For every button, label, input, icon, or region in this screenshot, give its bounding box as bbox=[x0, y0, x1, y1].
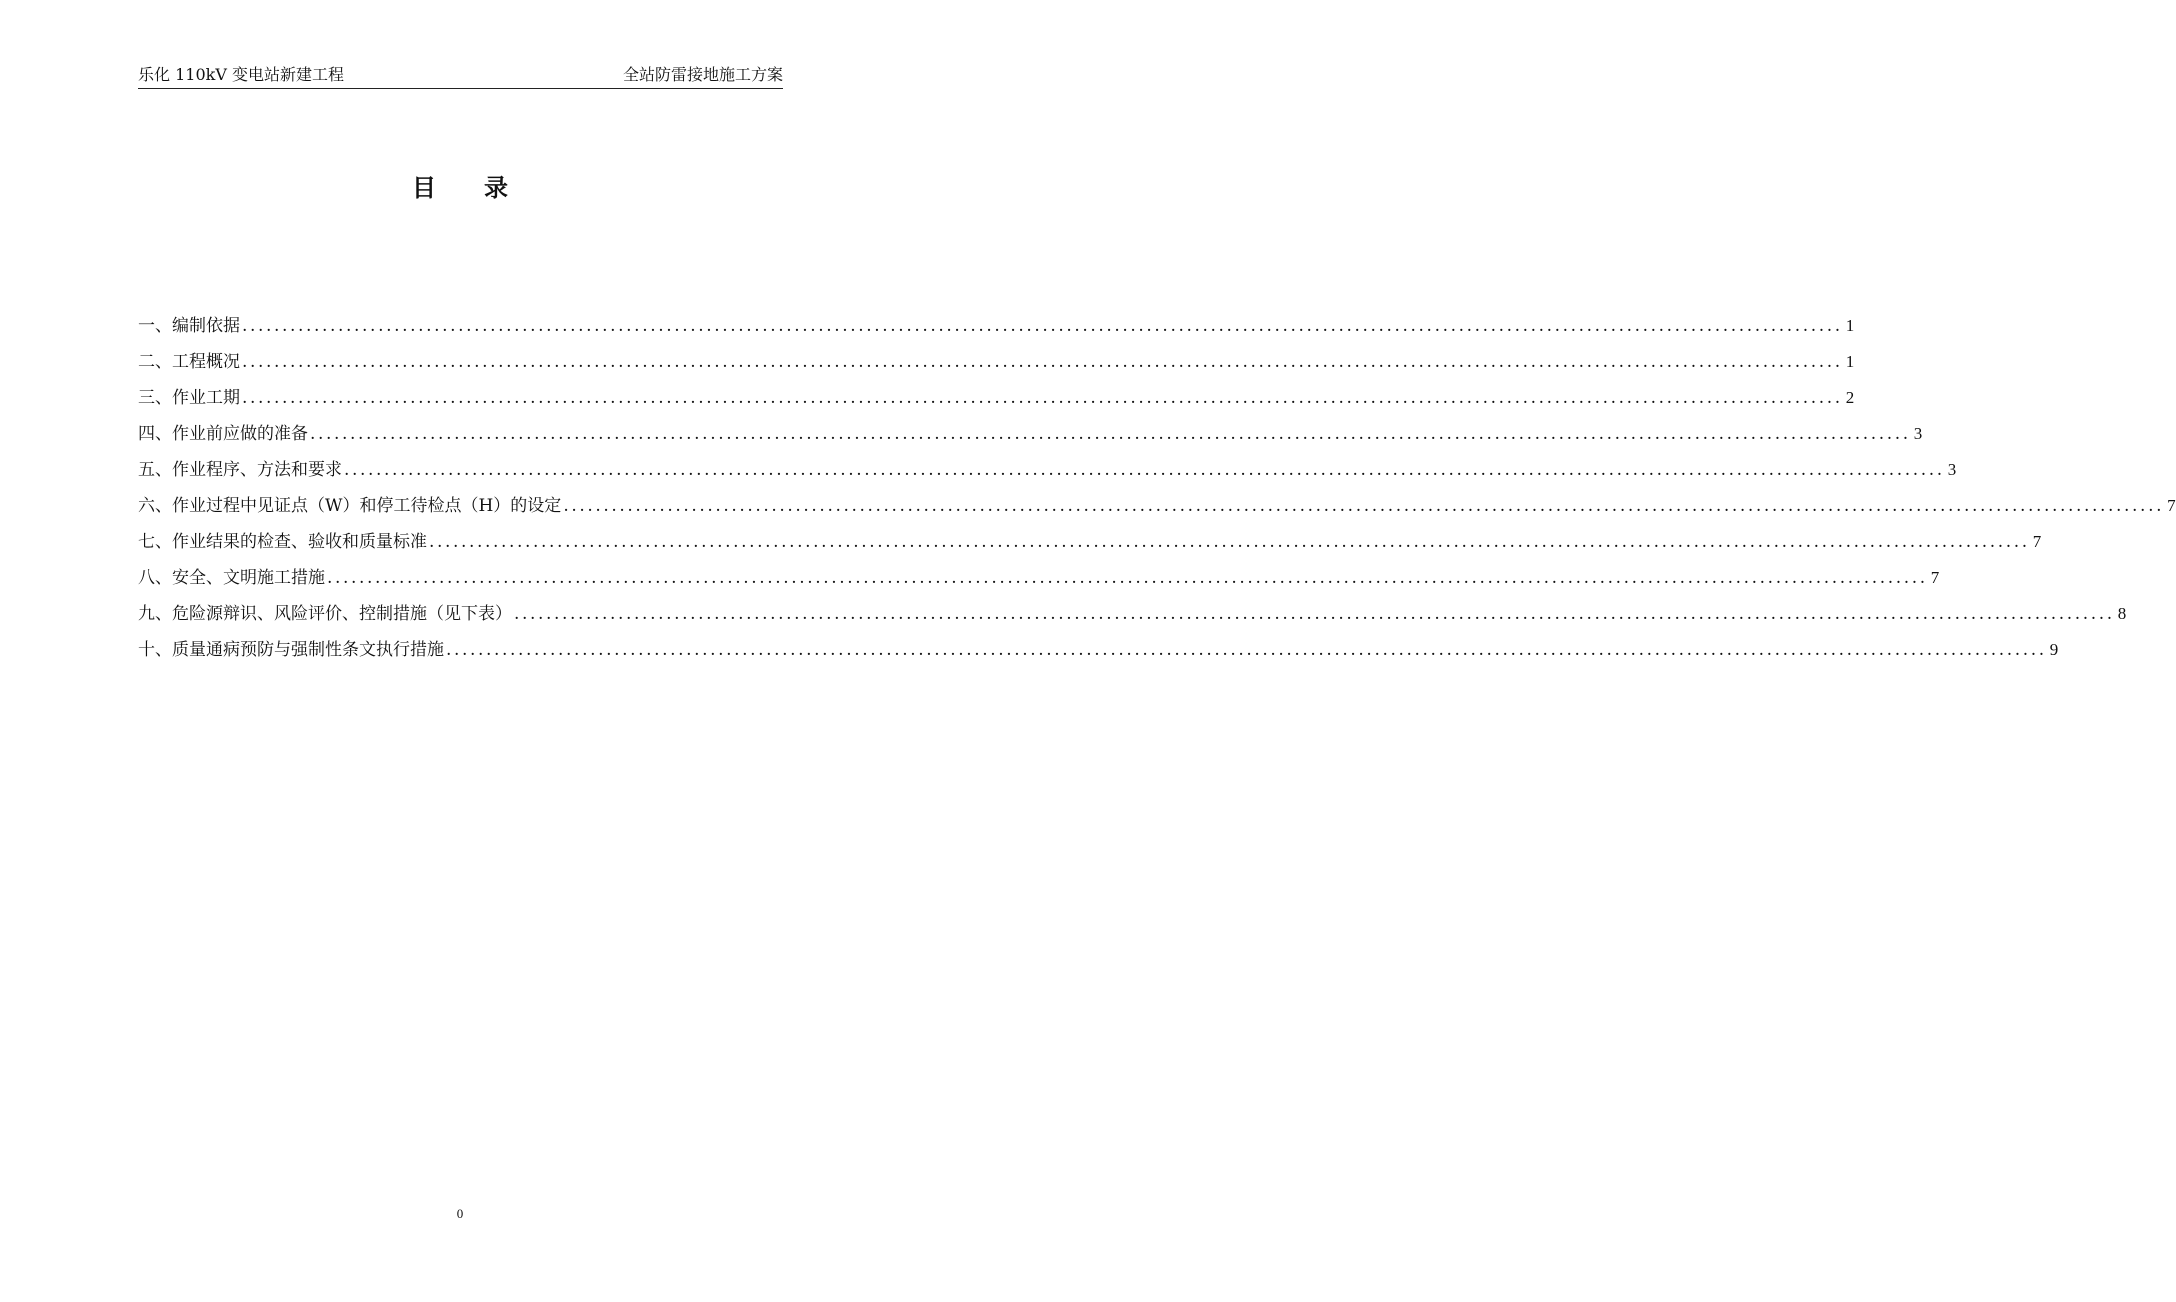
toc-entry-page: 1 bbox=[1845, 316, 1855, 335]
toc-entry-label: 九、危险源辩识、风险评价、控制措施（见下表） bbox=[138, 604, 512, 624]
table-of-contents bbox=[138, 308, 2176, 668]
toc-entry-page: 9 bbox=[2049, 640, 2059, 659]
toc-title bbox=[0, 168, 920, 203]
toc-entry[interactable] bbox=[138, 452, 1957, 488]
toc-leader-dots: ........................................................................................................................................................................................................ bbox=[514, 604, 2115, 624]
toc-entry-label: 一、编制依据 bbox=[138, 316, 240, 336]
toc-entry[interactable] bbox=[138, 308, 1855, 344]
toc-entry[interactable] bbox=[138, 524, 2042, 560]
toc-entry-page: 8 bbox=[2117, 604, 2127, 623]
toc-entry-label: 二、工程概况 bbox=[138, 352, 240, 372]
toc-leader-dots: ........................................................................................................................................................................................................ bbox=[242, 352, 1843, 372]
toc-leader-dots: ........................................................................................................................................................................................................ bbox=[429, 532, 2030, 552]
page-number: 0 bbox=[456, 1206, 464, 1221]
toc-leader-dots: ........................................................................................................................................................................................................ bbox=[242, 316, 1843, 336]
toc-entry-page: 1 bbox=[1845, 352, 1855, 371]
toc-entry[interactable] bbox=[138, 560, 1940, 596]
header-project-name: 乐化 110kV 变电站新建工程 bbox=[138, 65, 344, 84]
toc-entry-page: 7 bbox=[2032, 532, 2042, 551]
toc-entry[interactable] bbox=[138, 344, 1855, 380]
toc-entry-label: 四、作业前应做的准备 bbox=[138, 424, 308, 444]
toc-entry-label: 七、作业结果的检查、验收和质量标准 bbox=[138, 532, 427, 552]
toc-leader-dots: ........................................................................................................................................................................................................ bbox=[563, 496, 2165, 516]
toc-title-char-1: 目 bbox=[412, 173, 436, 202]
toc-entry[interactable] bbox=[138, 632, 2059, 668]
header-document-name: 全站防雷接地施工方案 bbox=[622, 65, 783, 84]
toc-entry[interactable] bbox=[138, 596, 2127, 632]
toc-entry[interactable] bbox=[138, 416, 1923, 452]
toc-entry-page: 3 bbox=[1913, 424, 1923, 443]
toc-title-char-2: 录 bbox=[484, 173, 508, 202]
toc-leader-dots: ........................................................................................................................................................................................................ bbox=[446, 640, 2047, 660]
toc-leader-dots: ........................................................................................................................................................................................................ bbox=[344, 460, 1945, 480]
toc-entry[interactable] bbox=[138, 488, 2176, 524]
toc-leader-dots: ........................................................................................................................................................................................................ bbox=[310, 424, 1911, 444]
toc-entry-label: 八、安全、文明施工措施 bbox=[138, 568, 325, 588]
toc-leader-dots: ........................................................................................................................................................................................................ bbox=[242, 388, 1843, 408]
toc-entry-page: 2 bbox=[1845, 388, 1855, 407]
toc-entry-page: 7 bbox=[2167, 496, 2176, 515]
toc-entry[interactable] bbox=[138, 380, 1855, 416]
toc-entry-page: 7 bbox=[1930, 568, 1940, 587]
page-header bbox=[138, 64, 783, 89]
toc-entry-label: 三、作业工期 bbox=[138, 388, 240, 408]
toc-entry-label: 六、作业过程中见证点（W）和停工待检点（H）的设定 bbox=[138, 496, 562, 516]
toc-leader-dots: ........................................................................................................................................................................................................ bbox=[327, 568, 1928, 588]
toc-entry-label: 十、质量通病预防与强制性条文执行措施 bbox=[138, 640, 444, 660]
toc-entry-page: 3 bbox=[1947, 460, 1957, 479]
toc-entry-label: 五、作业程序、方法和要求 bbox=[138, 460, 342, 480]
